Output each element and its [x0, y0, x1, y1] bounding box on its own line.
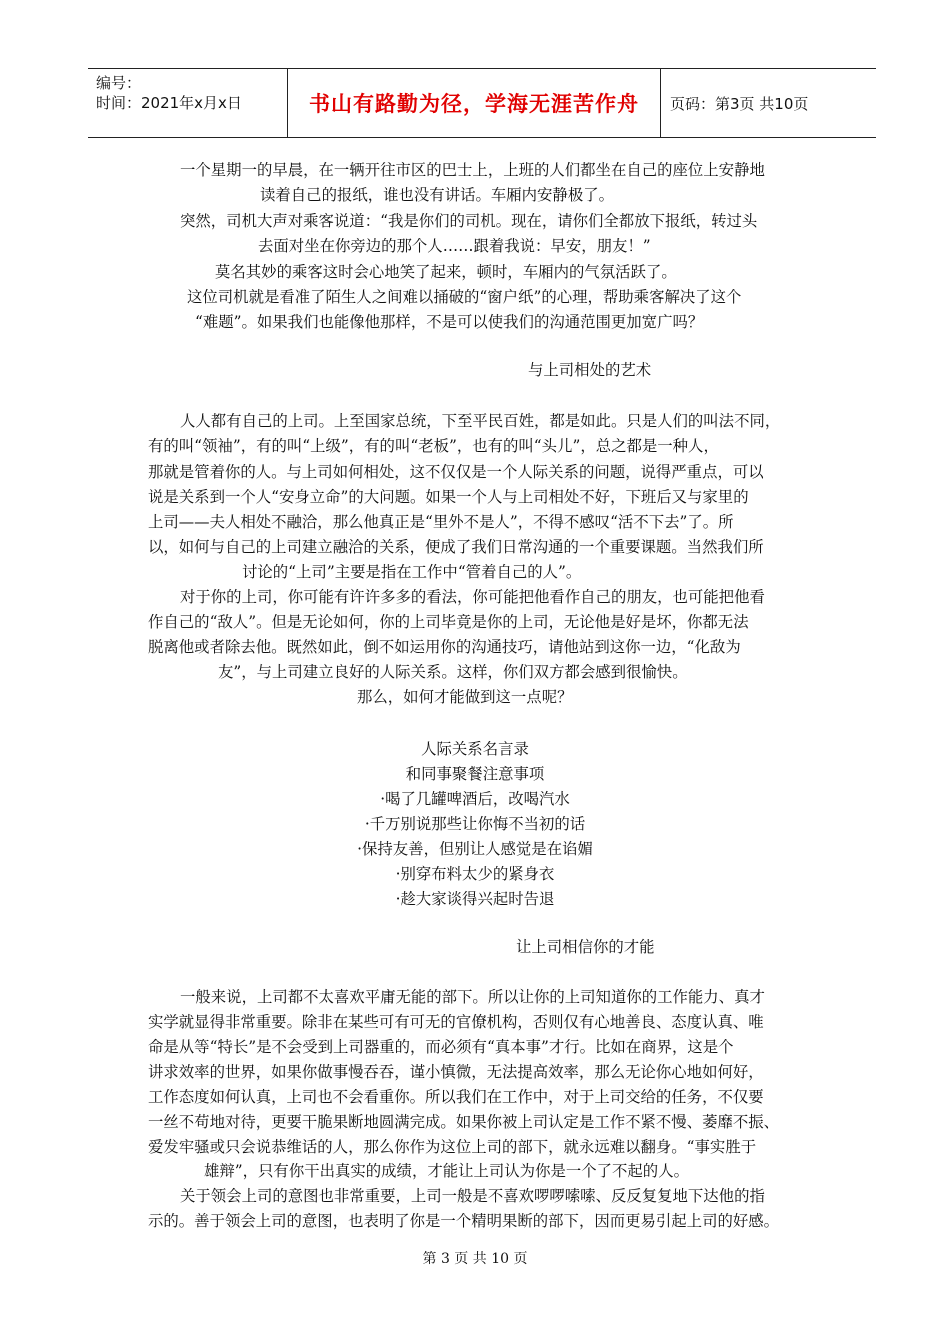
paragraph-line: 莫名其妙的乘客这时会心地笑了起来，顿时，车厢内的气氛活跃了。	[215, 263, 677, 281]
paragraph-line: 以，如何与自己的上司建立融洽的关系，便成了我们日常沟通的一个重要课题。当然我们所	[148, 538, 764, 556]
page-header	[88, 68, 876, 138]
page-footer: 第 3 页 共 10 页	[422, 1251, 528, 1267]
paragraph-line: 那就是管着你的人。与上司如何相处，这不仅仅是一个人际关系的问题，说得严重点，可以	[148, 463, 764, 481]
paragraph-line: “难题”。如果我们也能像他那样，不是可以使我们的沟通范围更加宽广吗？	[195, 313, 704, 331]
paragraph-line: 一丝不苟地对待，更要干脆果断地圆满完成。如果你被上司认定是工作不紧不慢、萎靡不振、	[148, 1113, 780, 1131]
paragraph-line: 上司——夫人相处不融洽，那么他真正是“里外不是人”，不得不感叹“活不下去”了。所	[148, 513, 734, 531]
header-divider	[660, 69, 661, 137]
paragraph-line: 读着自己的报纸，谁也没有讲话。车厢内安静极了。	[260, 186, 614, 204]
paragraph-line: 一般来说，上司都不太喜欢平庸无能的部下。所以让你的上司知道你的工作能力、真才	[180, 988, 765, 1006]
paragraph-line: 作自己的“敌人”。但是无论如何，你的上司毕竟是你的上司，无论他是好是坏，你都无法	[148, 613, 749, 631]
list-item: ·保持友善，但别让人感觉是在谄媚	[357, 840, 593, 858]
list-heading: 人际关系名言录	[421, 740, 529, 758]
paragraph-line: 对于你的上司，你可能有许许多多的看法，你可能把他看作自己的朋友，也可能把他看	[180, 588, 765, 606]
paragraph-line: 那么，如何才能做到这一点呢？	[357, 688, 573, 706]
paragraph-line: 爱发牢骚或只会说恭维话的人，那么你作为这位上司的部下，就永远难以翻身。“事实胜于	[148, 1138, 757, 1156]
paragraph-line: 友”，与上司建立良好的人际关系。这样，你们双方都会感到很愉快。	[218, 663, 688, 681]
header-page-info: 页码：第3页 共10页	[670, 94, 809, 113]
paragraph-line: 关于领会上司的意图也非常重要，上司一般是不喜欢啰啰嗦嗦、反反复复地下达他的指	[180, 1187, 765, 1205]
list-item: ·千万别说那些让你悔不当初的话	[364, 815, 586, 833]
paragraph-line: 脱离他或者除去他。既然如此，倒不如运用你的沟通技巧，请他站到这你一边，“化敌为	[148, 638, 741, 656]
paragraph-line: 这位司机就是看准了陌生人之间难以捅破的“窗户纸”的心理，帮助乘客解决了这个	[187, 288, 742, 306]
section-heading: 与上司相处的艺术	[528, 361, 652, 379]
paragraph-line: 讲求效率的世界，如果你做事慢吞吞，谨小慎微，无法提高效率，那么无论你心地如何好，	[148, 1063, 764, 1081]
list-item: ·别穿布料太少的紧身衣	[395, 865, 555, 883]
header-motto: 书山有路勤为径，学海无涯苦作舟	[309, 92, 639, 116]
document-number-label: 编号：	[96, 74, 142, 92]
paragraph-line: 有的叫“领袖”，有的叫“上级”，有的叫“老板”，也有的叫“头儿”，总之都是一种人，	[148, 437, 719, 455]
section-heading: 让上司相信你的才能	[516, 938, 655, 956]
list-item: ·趁大家谈得兴起时告退	[395, 890, 555, 908]
paragraph-line: 讨论的“上司”主要是指在工作中“管着自己的人”。	[242, 563, 582, 581]
paragraph-line: 工作态度如何认真，上司也不会看重你。所以我们在工作中，对于上司交给的任务，不仅要	[148, 1088, 764, 1106]
paragraph-line: 雄辩”，只有你干出真实的成绩，才能让上司认为你是一个了不起的人。	[204, 1162, 689, 1180]
paragraph-line: 实学就显得非常重要。除非在某些可有可无的官僚机构，否则仅有心地善良、态度认真、唯	[148, 1013, 764, 1031]
header-meta	[96, 73, 286, 113]
paragraph-line: 命是从等“特长”是不会受到上司器重的，而必须有“真本事”才行。比如在商界，这是个	[148, 1038, 734, 1056]
paragraph-line: 说是关系到一个人“安身立命”的大问题。如果一个人与上司相处不好，下班后又与家里的	[148, 488, 749, 506]
document-time-label: 时间：2021年x月x日	[96, 94, 242, 112]
paragraph-line: 一个星期一的早晨，在一辆开往市区的巴士上，上班的人们都坐在自己的座位上安静地	[180, 161, 765, 179]
list-item: ·喝了几罐啤酒后，改喝汽水	[380, 790, 570, 808]
paragraph-line: 突然，司机大声对乘客说道：“我是你们的司机。现在，请你们全都放下报纸，转过头	[180, 212, 758, 230]
list-subheading: 和同事聚餐注意事项	[405, 765, 545, 783]
paragraph-line: 去面对坐在你旁边的那个人……跟着我说：早安，朋友！”	[258, 237, 651, 255]
paragraph-line: 人人都有自己的上司。上至国家总统，下至平民百姓，都是如此。只是人们的叫法不同，	[180, 412, 781, 430]
paragraph-line: 示的。善于领会上司的意图，也表明了你是一个精明果断的部下，因而更易引起上司的好感。	[148, 1212, 780, 1230]
